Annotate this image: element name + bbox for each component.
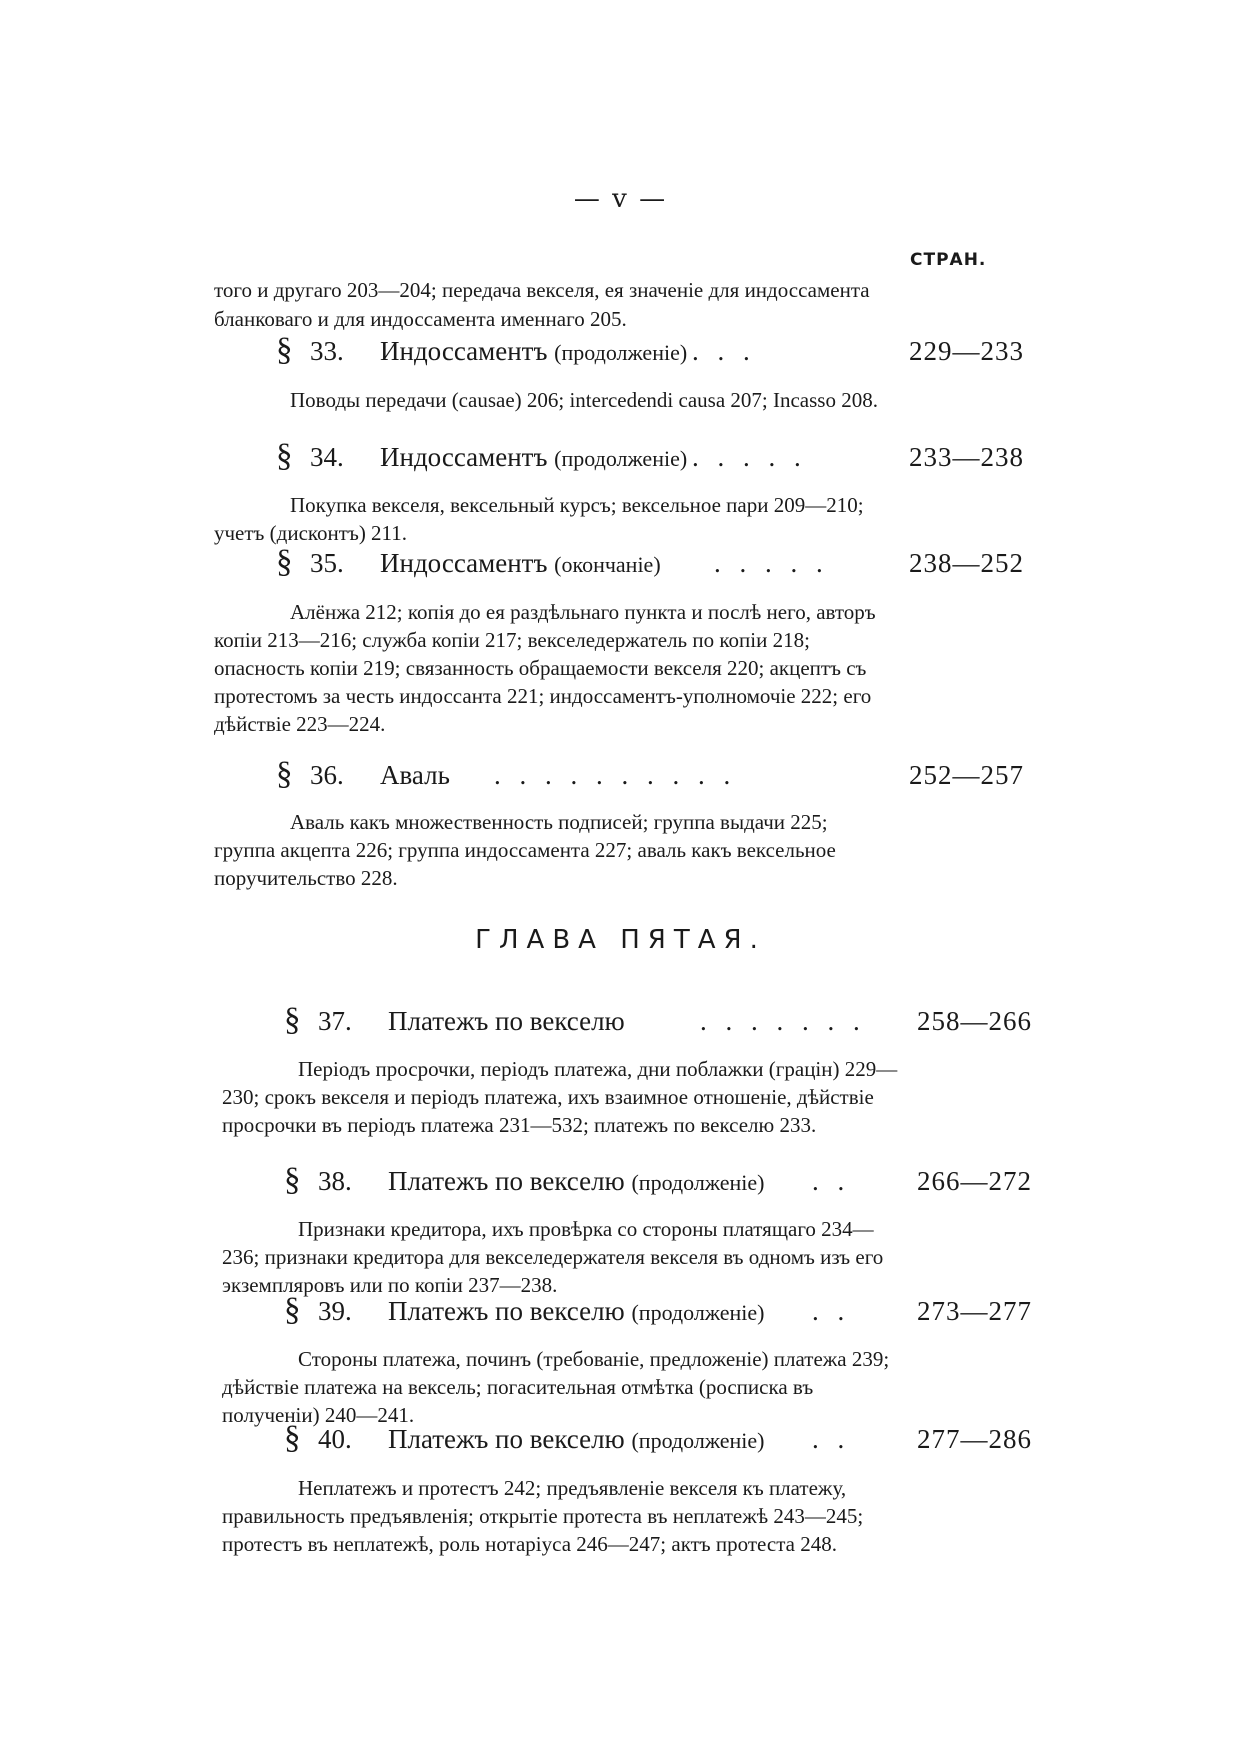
section-number: 33. xyxy=(310,336,344,366)
leader-dots: . . . . . xyxy=(692,442,807,472)
section-sign: § xyxy=(276,544,293,580)
section-number: 34. xyxy=(310,442,344,472)
page-range: 229—233 xyxy=(909,336,1024,366)
toc-entry-35-description: Алёнжа 212; копія до ея раздѣльнаго пункта и послѣ него, авторъ копіи 213—216; служба копіи 217; векселедержатель по копіи 218; опасность копіи 219; связанность обращаемости векселя 220; акцептъ съ протестомъ за честь индоссанта 221; индоссаментъ-уполномочіе 222; его дѣйствіе 223—224. xyxy=(214,600,876,736)
toc-entry-37-description: Періодъ просрочки, періодъ платежа, дни поблажки (грацін) 229—230; срокъ векселя и періодъ платежа, ихъ взаимное отношеніе, дѣйствіе просрочки въ періодъ платежа 231—532; платежъ по векселю 233. xyxy=(222,1057,898,1137)
toc-entry-36-description: Аваль какъ множественность подписей; группа выдачи 225; группа акцепта 226; группа индоссамента 227; аваль какъ вексельное поручительство 228. xyxy=(214,810,836,890)
toc-entry-33-description: Поводы передачи (causae) 206; intercedendi causa 207; Incasso 208. xyxy=(290,388,878,412)
section-sign: § xyxy=(284,1292,301,1328)
section-sign: § xyxy=(276,438,293,474)
section-number: 35. xyxy=(310,548,344,578)
toc-entry-39-description: Стороны платежа, починъ (требованіе, предложеніе) платежа 239; дѣйствіе платежа на вексель; погасительная отмѣтка (росписка въ полученіи) 240—241. xyxy=(222,1347,890,1427)
page-range: 238—252 xyxy=(909,548,1024,578)
page-range: 273—277 xyxy=(917,1296,1032,1326)
page-range: 266—272 xyxy=(917,1166,1032,1196)
section-title: Индоссаментъ (продолженіе) xyxy=(380,442,688,472)
toc-entry-34 xyxy=(214,438,1024,478)
page-range: 233—238 xyxy=(909,442,1024,472)
leader-dots: . . xyxy=(812,1166,851,1196)
section-title: Платежъ по векселю xyxy=(388,1006,625,1036)
toc-entry-40 xyxy=(222,1420,1032,1460)
section-number: 37. xyxy=(318,1006,352,1036)
section-number: 38. xyxy=(318,1166,352,1196)
section-number: 40. xyxy=(318,1424,352,1454)
section-sign: § xyxy=(284,1002,301,1038)
section-title: Платежъ по векселю (продолженіе) xyxy=(388,1166,765,1196)
section-title: Аваль xyxy=(380,760,450,790)
section-title: Платежъ по векселю (продолженіе) xyxy=(388,1424,765,1454)
toc-entry-36 xyxy=(214,756,1024,796)
toc-entry-35 xyxy=(214,544,1024,584)
toc-entry-37 xyxy=(222,1002,1032,1042)
page-number: — v — xyxy=(573,184,668,214)
leader-dots: . . . xyxy=(692,336,756,366)
page-range: 252—257 xyxy=(909,760,1024,790)
section-sign: § xyxy=(276,332,293,368)
toc-entry-34-description: Покупка векселя, вексельный курсъ; вексельное пари 209—210; учетъ (дисконтъ) 211. xyxy=(214,493,864,545)
leader-dots: . . . . . . . xyxy=(700,1006,866,1036)
leader-dots: . . . . . . . . . . xyxy=(494,760,737,790)
page-range: 258—266 xyxy=(917,1006,1032,1036)
section-sign: § xyxy=(284,1420,301,1456)
toc-entry-38 xyxy=(222,1162,1032,1202)
leader-dots: . . . . . xyxy=(714,548,829,578)
section-title: Индоссаментъ (окончаніе) xyxy=(380,548,661,578)
section-title: Платежъ по векселю (продолженіе) xyxy=(388,1296,765,1326)
leader-dots: . . xyxy=(812,1424,851,1454)
section-number: 39. xyxy=(318,1296,352,1326)
chapter-title: ГЛАВА ПЯТАЯ. xyxy=(475,925,766,955)
page-range: 277—286 xyxy=(917,1424,1032,1454)
leader-dots: . . xyxy=(812,1296,851,1326)
toc-entry-39 xyxy=(222,1292,1032,1332)
continuation-text: того и другаго 203—204; передача векселя, ея значеніе для индоссамента бланковаго и для индоссамента именнаго 205. xyxy=(214,278,870,331)
toc-entry-38-description: Признаки кредитора, ихъ провѣрка со стороны платящаго 234—236; признаки кредитора для векселедержателя векселя въ одномъ изъ его экземпляровъ или по копіи 237—238. xyxy=(222,1217,884,1297)
section-title: Индоссаментъ (продолженіе) xyxy=(380,336,688,366)
section-sign: § xyxy=(284,1162,301,1198)
pages-column-header: СТРАН. xyxy=(910,250,987,270)
toc-entry-33 xyxy=(214,332,1024,372)
section-number: 36. xyxy=(310,760,344,790)
section-sign: § xyxy=(276,756,293,792)
toc-entry-40-description: Неплатежъ и протестъ 242; предъявленіе векселя къ платежу, правильность предъявленія; открытіе протеста въ неплатежѣ 243—245; протестъ въ неплатежѣ, роль нотаріуса 246—247; актъ протеста 248. xyxy=(222,1476,864,1556)
